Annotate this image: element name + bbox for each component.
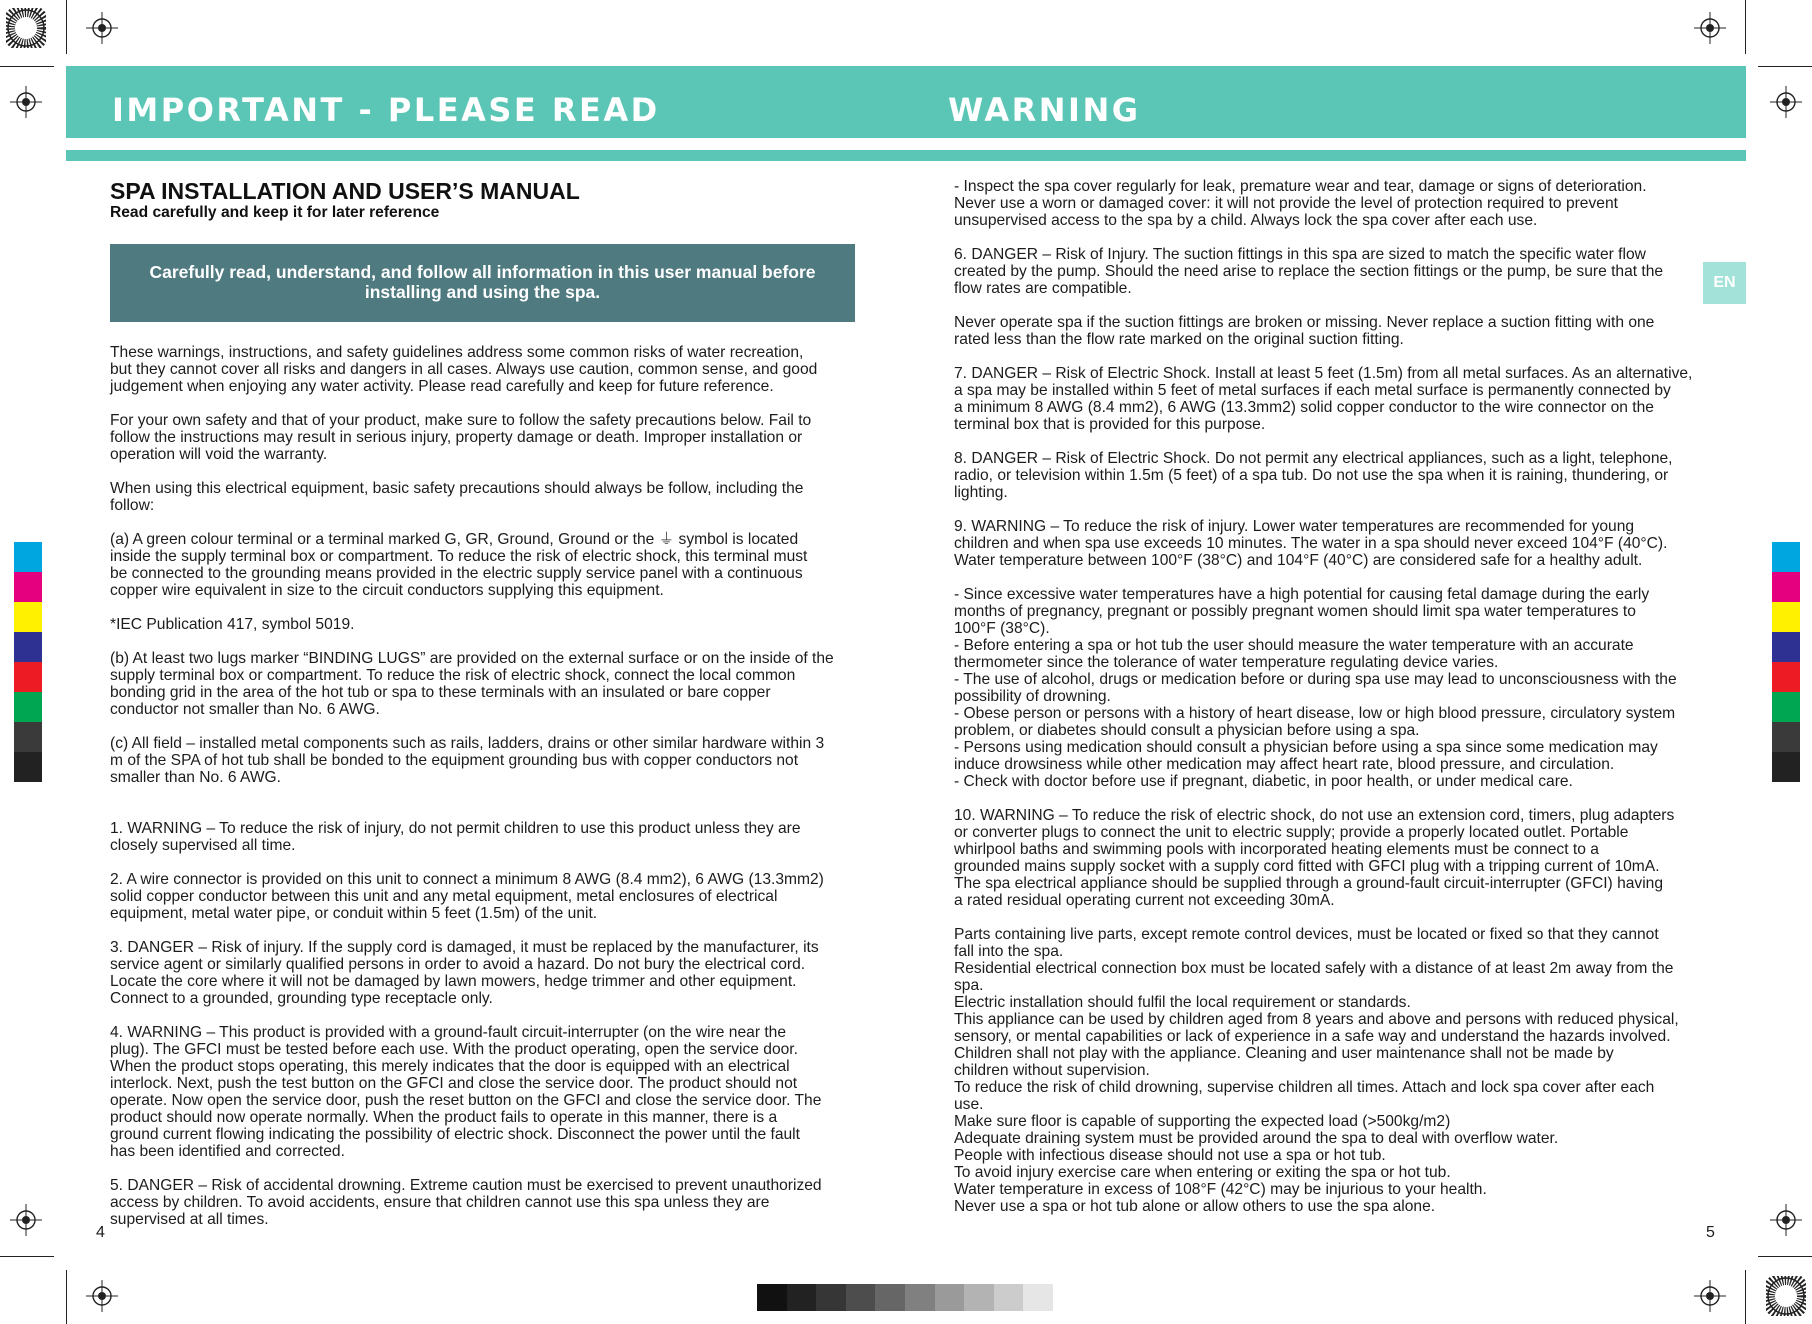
crop-mark-line: [0, 1256, 54, 1257]
crop-mark-line: [1745, 0, 1746, 54]
color-swatch: [1772, 632, 1800, 662]
left-column: [110, 178, 855, 1228]
header-left-title: IMPORTANT - PLEASE READ: [112, 91, 660, 129]
registration-target-icon: [1770, 1204, 1802, 1236]
notice-box: Carefully read, understand, and follow all information in this user manual before installing and using the spa.: [110, 244, 855, 322]
paragraph: 10. WARNING – To reduce the risk of electric shock, do not use an extension cord, timers, plug adapters or converter plugs to connect the unit to electric supply; provide a properly located outlet. Portable whirlpool baths and swimming pools with incorporated heating elements must be connect to a grounded mains supply socket with a supply cord fitted with GFCI plug with a tripping current of 10mA. The spa electrical appliance should be supplied through a ground-fault circuit-interrupter (GFCI) having a rated residual operating current not exceeding 30mA.: [954, 807, 1675, 909]
paragraph: 4. WARNING – This product is provided with a ground-fault circuit-interrupter (on the wire near the plug). The GFCI must be tested before each use. With the product operating, open the service door. When the product stops operating, this merely indicates that the door is equipped with an electrical interlock. Next, push the test button on the GFCI and close the service door. The product should not operate. Now open the service door, push the reset button on the GFCI and close the service door. The product should now operate normally. When the product fails to operate in this manner, there is a ground current flowing indicating the possibility of electric shock. Disconnect the power until the fault has been identified and corrected.: [110, 1024, 822, 1160]
paragraph: (a) A green colour terminal or a terminal marked G, GR, Ground, Ground or the ⏚ symbol is located inside the supply terminal box or compartment. To reduce the risk of electric shock, this terminal must be connected to the grounding means provided in the electric supply service panel with a continuous copper wire equivalent in size to the circuit conductors supplying this equipment.: [110, 531, 808, 599]
registration-target-icon: [10, 1204, 42, 1236]
registration-target-icon: [1694, 1280, 1726, 1312]
paragraph: When using this electrical equipment, basic safety precautions should always be follow, including the follow:: [110, 480, 804, 514]
page-number-right: 5: [1706, 1224, 1715, 1241]
paragraph: - Since excessive water temperatures have a high potential for causing fetal damage during the early months of pregnancy, pregnant or possibly pregnant women should limit spa water temperatures to 100°F (38°C). - Before entering a spa or hot tub the user should measure the water temperature with an accurate thermometer since the tolerance of water temperature regulating device varies. - The use of alcohol, drugs or medication before or during spa use may lead to unconsciousness with the possibility of drowning. - Obese person or persons with a history of heart disease, low or high blood pressure, circulatory system problem, or diabetes should consult a physician before using a spa. - Persons using medication should consult a physician before using a spa since some medication may induce drowsiness while other medication may affect heart rate, blood pressure, and circulation. - Check with doctor before use if pregnant, diabetic, in poor health, or under medical care.: [954, 586, 1677, 790]
color-swatch: [14, 632, 42, 662]
color-swatch: [1772, 602, 1800, 632]
color-swatch: [1772, 572, 1800, 602]
manual-subtitle: Read carefully and keep it for later reference: [110, 204, 440, 221]
gray-swatch: [816, 1284, 846, 1311]
crop-mark-line: [1758, 1256, 1812, 1257]
paragraph: Parts containing live parts, except remote control devices, must be located or fixed so that they cannot fall into the spa. Residential electrical connection box must be located safely with a distance of at least 2m away from the spa. Electric installation should fulfil the local requirement or standards. This appliance can be used by children aged from 8 years and above and persons with reduced physical, sensory, or mental capabilities or lack of experience in a safe way and understand the hazards involved. Children shall not play with the appliance. Cleaning and user maintenance shall not be made by children without supervision. To reduce the risk of child drowning, supervise children all times. Attach and lock spa cover after each use. Make sure floor is capable of supporting the expected load (>500kg/m2) Adequate draining system must be provided around the spa to deal with overflow water. People with infectious disease should not use a spa or hot tub. To avoid injury exercise care when entering or exiting the spa or hot tub. Water temperature in excess of 108°F (42°C) may be injurious to your health. Never use a spa or hot tub alone or allow others to use the spa alone.: [954, 926, 1679, 1215]
color-swatch: [14, 692, 42, 722]
color-swatch: [14, 752, 42, 782]
color-calibration-bar: [1772, 542, 1800, 782]
color-swatch: [1772, 722, 1800, 752]
color-swatch: [1772, 752, 1800, 782]
color-swatch: [14, 602, 42, 632]
gray-swatch: [994, 1284, 1024, 1311]
gray-swatch: [787, 1284, 817, 1311]
manual-title: SPA INSTALLATION AND USER’S MANUAL: [110, 178, 580, 204]
registration-target-icon: [10, 86, 42, 118]
color-swatch: [14, 722, 42, 752]
crop-mark-line: [0, 66, 54, 67]
language-badge: EN: [1703, 262, 1746, 304]
registration-target-icon: [86, 12, 118, 44]
paragraph: 9. WARNING – To reduce the risk of injury. Lower water temperatures are recommended for young children and when spa use exceeds 10 minutes. The water in a spa should never exceed 104°F (40°C). Water temperature between 100°F (38°C) and 104°F (40°C) are considered safe for a healthy adult.: [954, 518, 1668, 569]
paragraph: Never operate spa if the suction fittings are broken or missing. Never replace a suction fitting with one rated less than the flow rate marked on the original suction fitting.: [954, 314, 1655, 348]
color-swatch: [1772, 692, 1800, 722]
paragraph: (c) All field – installed metal components such as rails, ladders, drains or other similar hardware within 3 m of the SPA of hot tub shall be bonded to the equipment grounding bus with copper conductors not smaller than No. 6 AWG.: [110, 735, 825, 786]
paragraph: These warnings, instructions, and safety guidelines address some common risks of water recreation, but they cannot cover all risks and dangers in all cases. Always use caution, common sense, and good judgement when enjoying any water activity. Please read carefully and keep for future reference.: [110, 344, 818, 395]
starburst-registration-icon: [6, 8, 46, 48]
header-right-title: WARNING: [948, 91, 1141, 129]
paragraph: 3. DANGER – Risk of injury. If the supply cord is damaged, it must be replaced by the manufacturer, its service agent or similarly qualified persons in order to avoid a hazard. Do not bury the electrical cord. Locate the core where it will not be damaged by lawn mowers, hedge trimmer and other equipment. Connect to a grounded, grounding type receptacle only.: [110, 939, 819, 1007]
page-number-left: 4: [96, 1224, 105, 1241]
color-swatch: [14, 542, 42, 572]
gray-swatch: [905, 1284, 935, 1311]
paragraph: 5. DANGER – Risk of accidental drowning. Extreme caution must be exercised to prevent unauthorized access by children. To avoid accidents, ensure that children cannot use this spa unless they are supervised at all times.: [110, 1177, 822, 1228]
paragraph: 7. DANGER – Risk of Electric Shock. Install at least 5 feet (1.5m) from all metal surfaces. As an alternative, a spa may be installed within 5 feet of metal surfaces if each metal surface is permanently connected by a minimum 8 AWG (8.4 mm2), 6 AWG (13.3mm2) solid copper conductor to the wire connector on the terminal box that is provided for this purpose.: [954, 365, 1693, 433]
right-column: [954, 178, 1724, 1215]
color-swatch: [14, 572, 42, 602]
registration-target-icon: [86, 1280, 118, 1312]
paragraph: 2. A wire connector is provided on this unit to connect a minimum 8 AWG (8.4 mm2), 6 AWG (13.3mm2) solid copper conductor between this unit and any metal equipment, metal enclosures of electrical equipment, metal water pipe, or conduit within 5 feet (1.5m) of the unit.: [110, 871, 824, 922]
starburst-registration-icon: [1766, 1276, 1806, 1316]
crop-mark-line: [1758, 66, 1812, 67]
color-swatch: [1772, 542, 1800, 572]
color-calibration-bar: [14, 542, 42, 782]
paragraph: - Inspect the spa cover regularly for leak, premature wear and tear, damage or signs of deterioration. Never use a worn or damaged cover: it will not provide the level of protection required to prevent unsupervised access to the spa by a child. Always lock the spa cover after each use.: [954, 178, 1647, 229]
registration-target-icon: [1694, 12, 1726, 44]
color-swatch: [1772, 662, 1800, 692]
header-divider: [66, 150, 1746, 161]
gray-swatch: [964, 1284, 994, 1311]
registration-target-icon: [1770, 86, 1802, 118]
crop-mark-line: [66, 1270, 67, 1324]
paragraph: 6. DANGER – Risk of Injury. The suction fittings in this spa are sized to match the specific water flow created by the pump. Should the need arise to replace the section fittings or the pump, be sure that the flow rates are compatible.: [954, 246, 1664, 297]
grayscale-calibration-strip: [757, 1284, 1053, 1311]
paragraph: 1. WARNING – To reduce the risk of injury, do not permit children to use this product unless they are closely supervised all time.: [110, 820, 801, 854]
crop-mark-line: [66, 0, 67, 54]
gray-swatch: [935, 1284, 965, 1311]
gray-swatch: [757, 1284, 787, 1311]
crop-mark-line: [1745, 1270, 1746, 1324]
paragraph: *IEC Publication 417, symbol 5019.: [110, 616, 355, 633]
paragraph: 8. DANGER – Risk of Electric Shock. Do not permit any electrical appliances, such as a light, telephone, radio, or television within 1.5m (5 feet) of a spa tub. Do not use the spa when it is raining, thundering, or lighting.: [954, 450, 1673, 501]
color-swatch: [14, 662, 42, 692]
paragraph: (b) At least two lugs marker “BINDING LUGS” are provided on the external surface or on the inside of the supply terminal box or compartment. To reduce the risk of electric shock, connect the local common bonding grid in the area of the hot tub or spa to these terminals with an insulated or bare copper conductor not smaller than No. 6 AWG.: [110, 650, 834, 718]
gray-swatch: [846, 1284, 876, 1311]
gray-swatch: [1023, 1284, 1053, 1311]
gray-swatch: [875, 1284, 905, 1311]
paragraph: For your own safety and that of your product, make sure to follow the safety precautions below. Fail to follow the instructions may result in serious injury, property damage or death. Improper installation or operation will void the warranty.: [110, 412, 812, 463]
